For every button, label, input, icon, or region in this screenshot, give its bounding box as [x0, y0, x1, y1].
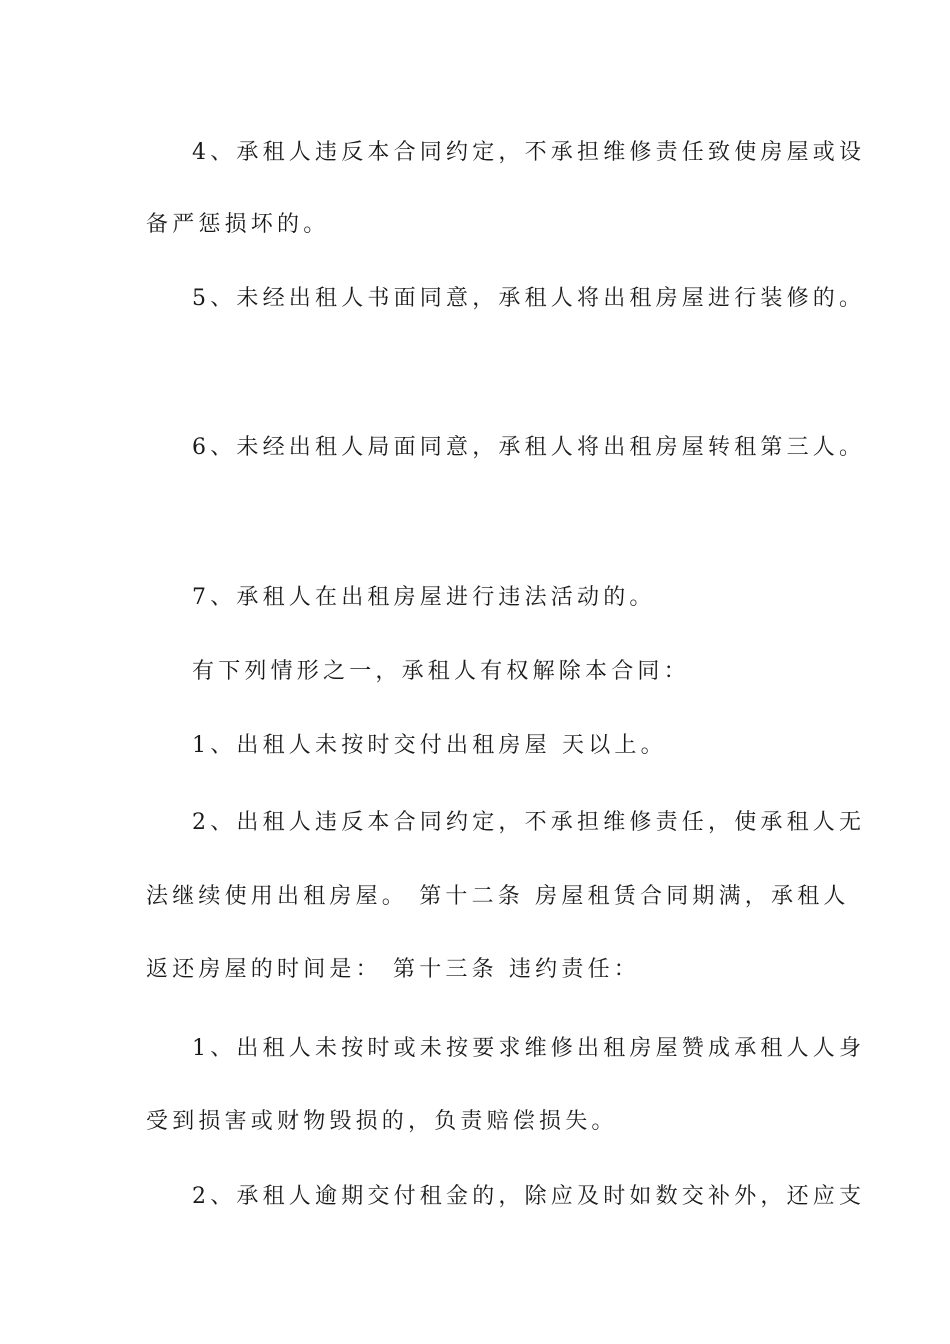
paragraph-line: 法继续使用出租房屋。 第十二条 房屋租赁合同期满，承租人 — [146, 884, 850, 909]
paragraph-line: 1、出租人未按时交付出租房屋 天以上。 — [192, 733, 667, 758]
paragraph-line: 备严惩损坏的。 — [146, 212, 330, 237]
paragraph-line: 7、承租人在出租房屋进行违法活动的。 — [192, 585, 656, 610]
paragraph-line: 4、承租人违反本合同约定，不承担维修责任致使房屋或设 — [192, 140, 866, 165]
paragraph-line: 受到损害或财物毁损的，负责赔偿损失。 — [146, 1109, 618, 1134]
paragraph-line: 1、出租人未按时或未按要求维修出租房屋赞成承租人人身 — [192, 1036, 866, 1061]
paragraph-line: 2、出租人违反本合同约定，不承担维修责任，使承租人无 — [192, 810, 866, 835]
paragraph-line: 6、未经出租人局面同意，承租人将出租房屋转租第三人。 — [192, 435, 866, 460]
paragraph-line: 返还房屋的时间是： 第十三条 违约责任： — [146, 957, 640, 982]
paragraph-line: 2、承租人逾期交付租金的，除应及时如数交补外，还应支 — [192, 1184, 866, 1209]
paragraph-line: 5、未经出租人书面同意，承租人将出租房屋进行装修的。 — [192, 286, 866, 311]
paragraph-line: 有下列情形之一，承租人有权解除本合同： — [192, 659, 690, 684]
